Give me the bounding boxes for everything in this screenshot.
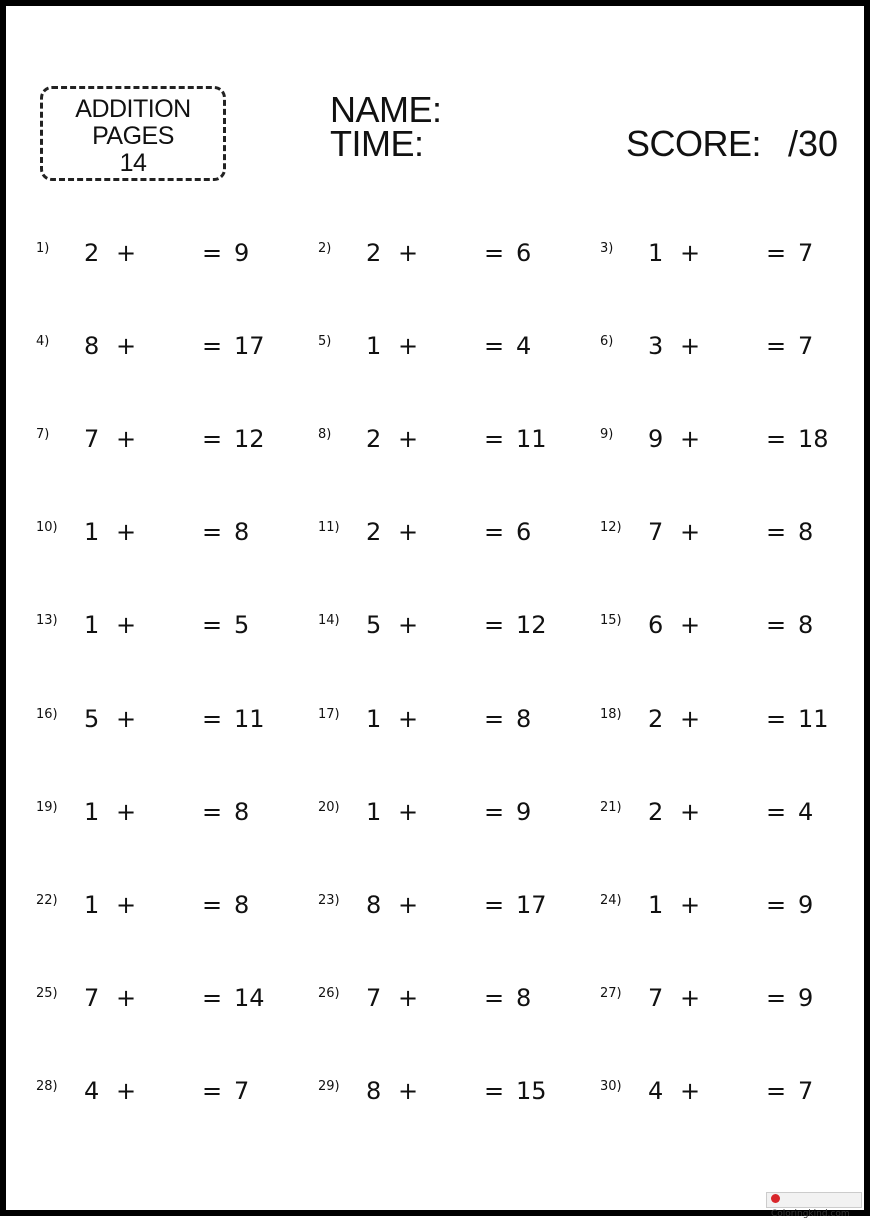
problem-number: 4)	[36, 334, 50, 349]
equals-sign: =	[484, 984, 505, 1012]
equals-sign: =	[766, 611, 787, 639]
addend: 4	[84, 1077, 100, 1105]
plus-sign: +	[680, 425, 701, 453]
problem-number: 6)	[600, 334, 614, 349]
problem-number: 29)	[318, 1079, 340, 1094]
sum-result: 7	[798, 239, 814, 267]
addend: 8	[366, 1077, 382, 1105]
addend: 7	[84, 425, 100, 453]
sum-result: 8	[234, 518, 250, 546]
equals-sign: =	[202, 332, 223, 360]
addend: 1	[366, 798, 382, 826]
score-label: SCORE:	[626, 123, 762, 164]
addend: 2	[648, 798, 664, 826]
sum-result: 7	[798, 332, 814, 360]
addend: 1	[648, 891, 664, 919]
sum-result: 8	[516, 984, 532, 1012]
plus-sign: +	[680, 984, 701, 1012]
problem-number: 24)	[600, 893, 622, 908]
problem-item	[600, 705, 850, 745]
problem-item	[600, 611, 850, 651]
equals-sign: =	[766, 705, 787, 733]
plus-sign: +	[398, 984, 419, 1012]
equals-sign: =	[766, 332, 787, 360]
plus-sign: +	[680, 798, 701, 826]
problem-item	[600, 891, 850, 931]
problem-item	[600, 798, 850, 838]
equals-sign: =	[202, 984, 223, 1012]
problem-item	[318, 891, 568, 931]
plus-sign: +	[116, 984, 137, 1012]
addend: 1	[84, 518, 100, 546]
equals-sign: =	[766, 239, 787, 267]
title-line-2: PAGES	[92, 122, 174, 150]
problem-item	[600, 332, 850, 372]
time-label: TIME:	[330, 123, 424, 164]
problem-number: 21)	[600, 800, 622, 815]
plus-sign: +	[398, 332, 419, 360]
sum-result: 11	[516, 425, 547, 453]
problem-item	[600, 984, 850, 1024]
addend: 1	[84, 798, 100, 826]
problem-item	[36, 239, 286, 279]
addend: 1	[366, 332, 382, 360]
plus-sign: +	[680, 332, 701, 360]
addend: 2	[366, 518, 382, 546]
addend: 2	[84, 239, 100, 267]
problem-item	[36, 1077, 286, 1117]
sum-result: 8	[234, 891, 250, 919]
problem-item	[36, 984, 286, 1024]
addend: 1	[648, 239, 664, 267]
problem-number: 1)	[36, 241, 50, 256]
problem-number: 23)	[318, 893, 340, 908]
addend: 7	[648, 518, 664, 546]
problem-item	[600, 1077, 850, 1117]
problem-number: 27)	[600, 986, 622, 1001]
problem-number: 8)	[318, 427, 332, 442]
plus-sign: +	[116, 1077, 137, 1105]
equals-sign: =	[202, 891, 223, 919]
sum-result: 5	[234, 611, 250, 639]
equals-sign: =	[202, 518, 223, 546]
problem-number: 19)	[36, 800, 58, 815]
problem-item	[36, 611, 286, 651]
title-line-1: ADDITION	[75, 95, 191, 123]
problem-number: 25)	[36, 986, 58, 1001]
addend: 1	[84, 891, 100, 919]
equals-sign: =	[766, 425, 787, 453]
problem-number: 28)	[36, 1079, 58, 1094]
addend: 8	[366, 891, 382, 919]
addend: 1	[366, 705, 382, 733]
plus-sign: +	[680, 1077, 701, 1105]
worksheet-title-box	[40, 86, 226, 181]
problem-item	[318, 611, 568, 651]
problem-item	[318, 332, 568, 372]
sum-result: 12	[234, 425, 265, 453]
sum-result: 6	[516, 518, 532, 546]
plus-sign: +	[680, 891, 701, 919]
equals-sign: =	[202, 1077, 223, 1105]
problem-number: 22)	[36, 893, 58, 908]
addend: 6	[648, 611, 664, 639]
problem-number: 7)	[36, 427, 50, 442]
problem-item	[318, 425, 568, 465]
problem-item	[318, 984, 568, 1024]
sum-result: 17	[516, 891, 547, 919]
problem-item	[36, 518, 286, 558]
problem-item	[318, 798, 568, 838]
plus-sign: +	[398, 1077, 419, 1105]
addend: 2	[366, 425, 382, 453]
problem-number: 2)	[318, 241, 332, 256]
plus-sign: +	[680, 705, 701, 733]
equals-sign: =	[484, 891, 505, 919]
plus-sign: +	[116, 705, 137, 733]
problem-item	[36, 891, 286, 931]
problem-number: 16)	[36, 707, 58, 722]
sum-result: 17	[234, 332, 265, 360]
equals-sign: =	[766, 1077, 787, 1105]
problem-number: 26)	[318, 986, 340, 1001]
plus-sign: +	[398, 705, 419, 733]
plus-sign: +	[398, 611, 419, 639]
problem-number: 9)	[600, 427, 614, 442]
equals-sign: =	[484, 425, 505, 453]
sum-result: 8	[798, 611, 814, 639]
plus-sign: +	[398, 798, 419, 826]
problem-number: 18)	[600, 707, 622, 722]
problem-number: 3)	[600, 241, 614, 256]
plus-sign: +	[116, 239, 137, 267]
name-label: NAME:	[330, 89, 442, 130]
heart-logo-icon	[771, 1194, 780, 1203]
addend: 3	[648, 332, 664, 360]
sum-result: 8	[516, 705, 532, 733]
problem-item	[600, 518, 850, 558]
sum-result: 11	[798, 705, 829, 733]
addend: 5	[84, 705, 100, 733]
problem-number: 13)	[36, 613, 58, 628]
problem-item	[600, 425, 850, 465]
problem-number: 11)	[318, 520, 340, 535]
equals-sign: =	[766, 891, 787, 919]
problem-item	[318, 518, 568, 558]
problem-number: 5)	[318, 334, 332, 349]
sum-result: 18	[798, 425, 829, 453]
sum-result: 14	[234, 984, 265, 1012]
plus-sign: +	[116, 425, 137, 453]
sum-result: 4	[516, 332, 532, 360]
addend: 2	[648, 705, 664, 733]
problem-item	[36, 798, 286, 838]
watermark	[766, 1192, 862, 1219]
sum-result: 9	[516, 798, 532, 826]
plus-sign: +	[116, 518, 137, 546]
plus-sign: +	[398, 425, 419, 453]
plus-sign: +	[398, 518, 419, 546]
equals-sign: =	[766, 984, 787, 1012]
plus-sign: +	[116, 611, 137, 639]
problem-item	[36, 705, 286, 745]
sum-result: 11	[234, 705, 265, 733]
plus-sign: +	[116, 332, 137, 360]
problem-number: 10)	[36, 520, 58, 535]
problem-number: 17)	[318, 707, 340, 722]
equals-sign: =	[202, 611, 223, 639]
equals-sign: =	[484, 239, 505, 267]
equals-sign: =	[202, 705, 223, 733]
problem-item	[318, 1077, 568, 1117]
equals-sign: =	[202, 239, 223, 267]
addend: 9	[648, 425, 664, 453]
sum-result: 9	[798, 891, 814, 919]
plus-sign: +	[680, 239, 701, 267]
equals-sign: =	[766, 798, 787, 826]
problem-number: 12)	[600, 520, 622, 535]
sum-result: 12	[516, 611, 547, 639]
equals-sign: =	[484, 518, 505, 546]
equals-sign: =	[484, 798, 505, 826]
sum-result: 8	[234, 798, 250, 826]
addend: 5	[366, 611, 382, 639]
equals-sign: =	[766, 518, 787, 546]
equals-sign: =	[484, 332, 505, 360]
equals-sign: =	[202, 425, 223, 453]
title-line-3: 14	[119, 149, 147, 177]
addend: 2	[366, 239, 382, 267]
plus-sign: +	[680, 518, 701, 546]
equals-sign: =	[202, 798, 223, 826]
problem-number: 20)	[318, 800, 340, 815]
addend: 4	[648, 1077, 664, 1105]
plus-sign: +	[116, 798, 137, 826]
equals-sign: =	[484, 611, 505, 639]
equals-sign: =	[484, 705, 505, 733]
plus-sign: +	[398, 891, 419, 919]
addend: 1	[84, 611, 100, 639]
problem-number: 30)	[600, 1079, 622, 1094]
sum-result: 9	[234, 239, 250, 267]
equals-sign: =	[484, 1077, 505, 1105]
problem-item	[36, 332, 286, 372]
problem-item	[600, 239, 850, 279]
sum-result: 15	[516, 1077, 547, 1105]
problem-item	[36, 425, 286, 465]
plus-sign: +	[398, 239, 419, 267]
problem-number: 15)	[600, 613, 622, 628]
problem-number: 14)	[318, 613, 340, 628]
sum-result: 7	[234, 1077, 250, 1105]
addend: 8	[84, 332, 100, 360]
addend: 7	[648, 984, 664, 1012]
sum-result: 8	[798, 518, 814, 546]
addend: 7	[366, 984, 382, 1012]
plus-sign: +	[680, 611, 701, 639]
sum-result: 7	[798, 1077, 814, 1105]
sum-result: 4	[798, 798, 814, 826]
watermark-text: Coloringkind.com	[771, 1209, 850, 1219]
problem-item	[318, 239, 568, 279]
sum-result: 9	[798, 984, 814, 1012]
problem-item	[318, 705, 568, 745]
addend: 7	[84, 984, 100, 1012]
score-total: /30	[788, 123, 839, 164]
plus-sign: +	[116, 891, 137, 919]
sum-result: 6	[516, 239, 532, 267]
